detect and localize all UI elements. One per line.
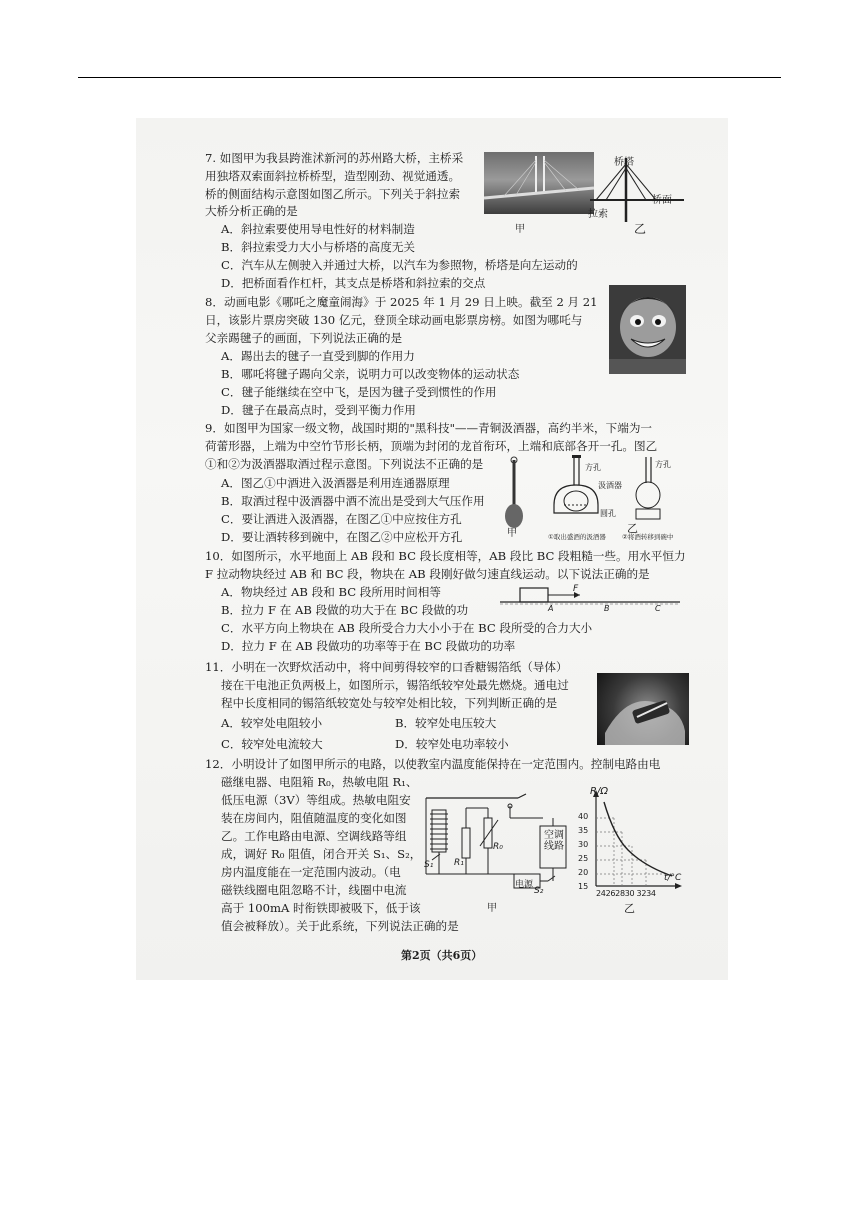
q7-fig-deck-label: 桥面 bbox=[652, 195, 672, 206]
switch-s2 bbox=[548, 876, 555, 881]
armature-tip bbox=[518, 794, 526, 798]
q9-fig-round-hole: 圆孔 bbox=[600, 509, 616, 518]
q12-fig-x-axis-label: t/°C bbox=[664, 873, 682, 883]
wine-dipper-photo bbox=[500, 456, 530, 532]
q9-fig-caption-2: ②将酒转移到碗中 bbox=[622, 533, 674, 541]
tinfoil-photo bbox=[597, 673, 689, 745]
q9-fig-vessel-label: 汲酒器 bbox=[598, 481, 622, 490]
q9-fig-square-hole-1: 方孔 bbox=[585, 463, 601, 472]
q7-fig-tower-label: 桥塔 bbox=[614, 157, 634, 168]
q11-stem-line-3: 程中长度相同的锡箔纸较宽处与较窄处相比较，下列判断正确的是 bbox=[221, 696, 558, 710]
q10-option-b: B．拉力 F 在 AB 段做的功大于在 BC 段做的功 bbox=[221, 603, 469, 617]
r0-resistor bbox=[484, 818, 492, 848]
q7-fig-cable-label: 拉索 bbox=[588, 209, 608, 220]
q7-fig-jia: 甲 bbox=[515, 224, 525, 235]
q12-fig-ytick-20: 20 bbox=[578, 868, 589, 877]
q12-fig-yi: 乙 bbox=[624, 902, 635, 915]
q12-stem-line-8: 磁铁线圈电阻忽略不计，线圈中电流 bbox=[221, 883, 407, 897]
bridge-photo-art bbox=[484, 152, 594, 214]
q7-option-c: C．汽车从左侧驶入并通过大桥，以汽车为参照物，桥塔是向左运动的 bbox=[221, 258, 578, 272]
q11-option-c: C．较窄处电流较大 bbox=[221, 737, 323, 751]
q12-stem-line-7: 房内温度能在一定范围内波动。（电 bbox=[221, 865, 401, 879]
block bbox=[520, 588, 548, 602]
q12-fig-ytick-25: 25 bbox=[578, 854, 589, 863]
q12-fig-ytick-40: 40 bbox=[578, 812, 589, 821]
q8-option-d: D．毽子在最高点时，受到平衡力作用 bbox=[221, 403, 416, 417]
bridge-photo bbox=[484, 152, 594, 214]
q9-fig-caption-1: ①取出盛酒的汲酒器 bbox=[548, 533, 606, 541]
q9-stem-line-1: 9．如图甲为国家一级文物，战国时期的"黑科技"——青铜汲酒器，高约半米，下端为一 bbox=[205, 421, 653, 435]
q8-stem-line-1: 8．动画电影《哪吒之魔童闹海》于 2025 年 1 月 29 日上映。截至 2 月 21 bbox=[205, 295, 598, 309]
q12-fig-r0: R₀ bbox=[493, 842, 503, 852]
q7-option-d: D．把桥面看作杠杆，其支点是桥塔和斜拉索的交点 bbox=[221, 276, 486, 290]
q12-fig-power: 电源 bbox=[515, 880, 534, 890]
r1-resistor bbox=[462, 828, 470, 858]
q8-option-a: A．踢出去的毽子一直受到脚的作用力 bbox=[221, 349, 415, 363]
header-rule bbox=[78, 77, 781, 78]
q7-stem-line-1: 7. 如图甲为我县跨淮沭新河的苏州路大桥，主桥采 bbox=[205, 151, 464, 165]
q12-stem-line-6: 成，调好 R₀ 阻值，闭合开关 S₁、S₂， bbox=[221, 847, 422, 861]
q12-fig-ytick-35: 35 bbox=[578, 826, 589, 835]
q12-fig-s2: S₂ bbox=[534, 886, 544, 896]
q12-stem-line-2: 磁继电器、电阻箱 R₀，热敏电阻 R₁、 bbox=[221, 775, 418, 789]
x-axis-arrow bbox=[675, 883, 682, 889]
rt-graph bbox=[574, 788, 686, 904]
q11-option-b: B．较窄处电压较大 bbox=[395, 716, 497, 730]
q12-stem-line-10: 值会被释放）。关于此系统，下列说法正确的是 bbox=[221, 919, 459, 933]
q7-stem-line-4: 大桥分析正确的是 bbox=[205, 204, 298, 218]
q7-option-a: A．斜拉索要使用导电性好的材料制造 bbox=[221, 222, 415, 236]
q10-option-d: D．拉力 F 在 AB 段做功的功率等于在 BC 段做功的功率 bbox=[221, 639, 516, 653]
q9-option-d: D．要让酒转移到碗中，在图乙②中应松开方孔 bbox=[221, 530, 463, 544]
q10-fig-point-c: C bbox=[655, 604, 661, 613]
tinfoil-photo-art bbox=[597, 673, 689, 745]
q12-fig-ytick-15: 15 bbox=[578, 882, 589, 891]
q12-fig-s1: S₁ bbox=[424, 860, 434, 870]
q8-option-c: C．毽子能继续在空中飞，是因为毽子受到惯性的作用 bbox=[221, 385, 497, 399]
q9-fig-jia: 甲 bbox=[507, 528, 517, 539]
q9-stem-line-2: 荷蕾形器，上端为中空竹节形长柄，顶端为封闭的龙首衔环，上端和底部各开一孔。图乙 bbox=[205, 439, 658, 453]
q10-stem-line-1: 10．如图所示，水平地面上 AB 段和 BC 段长度相等，AB 段比 BC 段粗糙一些。用水平恒力 bbox=[205, 549, 686, 563]
nezha-photo-art bbox=[609, 285, 686, 374]
q11-stem-line-1: 11．小明在一次野炊活动中，将中间剪得较窄的口香糖锡箔纸（导体） bbox=[205, 660, 568, 674]
q9-option-b: B．取酒过程中汲酒器中酒不流出是受到大气压作用 bbox=[221, 494, 485, 508]
q9-option-c: C．要让酒进入汲酒器，在图乙①中应按住方孔 bbox=[221, 512, 462, 526]
q10-fig-point-b: B bbox=[604, 604, 610, 613]
q9-fig-square-hole-2: 方孔 bbox=[655, 460, 671, 469]
q8-option-b: B．哪吒将毽子踢向父亲，说明力可以改变物体的运动状态 bbox=[221, 367, 520, 381]
q12-fig-r1: R₁ bbox=[454, 858, 464, 868]
q10-fig-force-label: F bbox=[573, 584, 579, 594]
q11-option-a: A．较窄处电阻较小 bbox=[221, 716, 323, 730]
q7-option-b: B．斜拉索受力大小与桥塔的高度无关 bbox=[221, 240, 416, 254]
q9-stem-line-3: ①和②为汲酒器取酒过程示意图。下列说法不正确的是 bbox=[205, 457, 484, 471]
q9-fig-yi: 乙 bbox=[627, 522, 638, 535]
nezha-photo bbox=[609, 285, 686, 374]
q12-fig-ytick-30: 30 bbox=[578, 840, 589, 849]
q12-stem-line-3: 低压电源（3V）等组成。热敏电阻安 bbox=[221, 793, 411, 807]
q8-stem-line-3: 父亲踢毽子的画面，下列说法正确的是 bbox=[205, 331, 403, 345]
q7-stem-line-2: 用独塔双索面斜拉桥桥型，造型刚劲、视觉通透。 bbox=[205, 169, 461, 183]
q7-fig-yi: 乙 bbox=[634, 222, 647, 236]
cable-line bbox=[596, 164, 626, 200]
q12-fig-y-axis-label: R/Ω bbox=[590, 786, 608, 797]
q10-option-c: C．水平方向上物块在 AB 段所受合力大小小于在 BC 段所受的合力大小 bbox=[221, 621, 593, 635]
q10-stem-line-2: F 拉动物块经过 AB 和 BC 段，物块在 AB 段刚好做匀速直线运动。以下说法正确的是 bbox=[205, 567, 650, 581]
q10-option-a: A．物块经过 AB 段和 BC 段所用时间相等 bbox=[221, 585, 441, 599]
q11-option-d: D．较窄处电功率较小 bbox=[395, 737, 509, 751]
q8-stem-line-2: 日，该影片票房突破 130 亿元，登顶全球动画电影票房榜。如图为哪吒与 bbox=[205, 313, 583, 327]
q12-stem-line-9: 高于 100mA 时衔铁即被吸下，低于该 bbox=[221, 901, 421, 915]
q12-stem-line-4: 装在房间内，阻值随温度的变化如图 bbox=[221, 811, 407, 825]
coil-winding bbox=[430, 814, 448, 849]
q11-stem-line-2: 接在干电池正负两极上，如图所示，锡箔纸较窄处最先燃烧。通电过 bbox=[221, 678, 569, 692]
q9-option-a: A．图乙①中酒进入汲酒器是利用连通器原理 bbox=[221, 476, 450, 490]
q12-fig-jia: 甲 bbox=[487, 903, 497, 914]
q12-fig-xticks: 24262830 3234 bbox=[596, 889, 656, 898]
q12-fig-ac-line: 空调线路 bbox=[544, 830, 564, 852]
q10-fig-point-a: A bbox=[548, 604, 554, 613]
q7-stem-line-3: 桥的侧面结构示意图如图乙所示。下列关于斜拉索 bbox=[205, 187, 461, 201]
q12-stem-line-1: 12．小明设计了如图甲所示的电路，以使教室内温度能保持在一定范围内。控制电路由电 bbox=[205, 757, 661, 771]
coil-core bbox=[432, 810, 446, 852]
q12-stem-line-5: 乙。工作电路由电源、空调线路等组 bbox=[221, 829, 407, 843]
page-footer: 第2页（共6页） bbox=[401, 949, 483, 962]
